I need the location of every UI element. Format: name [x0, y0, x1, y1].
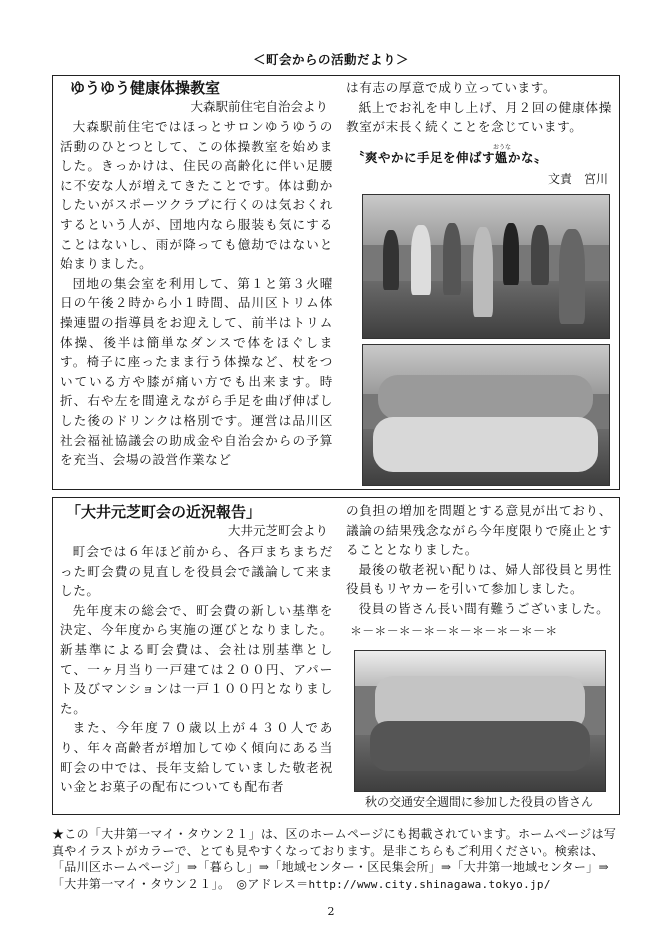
- footer-note: [52, 826, 618, 893]
- article2-paragraph-5: 最後の敬老祝い配りは、婦人部役員と男性役員もリヤカーを引いて参加しました。: [346, 561, 612, 597]
- haiku: 〝爽やかに手足を伸ばす媼かな〟: [352, 150, 548, 165]
- article2-paragraph-4: の負担の増加を問題とする意見が出ており、議論の結果残念ながら今年度限りで廃止とすることとなりました。: [346, 503, 612, 558]
- officers-photo: [354, 650, 606, 792]
- star-divider: ＊－＊－＊－＊－＊－＊－＊－＊－＊: [350, 624, 558, 638]
- article1-paragraph-4: 紙上でお礼を申し上げ、月２回の健康体操教室が末長く続くことを念じています。: [346, 99, 612, 135]
- article2-left-column: [60, 542, 333, 797]
- article2-right-column: [346, 501, 612, 619]
- photo-caption: 秋の交通安全週間に参加した役員の皆さん: [364, 795, 593, 809]
- group-photo: [362, 344, 610, 486]
- haiku-ruby: おうな: [493, 144, 512, 151]
- article1-paragraph-3: は有志の厚意で成り立っています。: [346, 80, 557, 95]
- article2-paragraph-2: 先年度末の総会で、町会費の新しい基準を決定、今年度から実施の運びとなりました。新基準による町会費は、会社は別基準として、一ヶ月当り一戸建ては２００円、アパート及びマンションは一戸１００円となりました。: [60, 602, 333, 716]
- article2-org: 大井元芝町会より: [227, 523, 328, 538]
- author-credit: 文責 宮川: [547, 172, 608, 186]
- footer-text: ★この「大井第一マイ・タウン２１」は、区のホームページにも掲載されています。ホームページは写真やイラストがカラーで、とても見やすくなっております。是非こちらもご利用ください。検索は、「品川区ホームページ」⇒「暮らし」⇒「地域センター・区民集会所」⇒「大井第一地域センター」⇒「大井第一マイ・タウン２１」。 ◎アドレス＝: [52, 827, 617, 891]
- article1-title: ゆうゆう健康体操教室: [70, 79, 221, 97]
- article1-left-column: [60, 117, 333, 470]
- article1-paragraph-2: 団地の集会室を利用して、第１と第３火曜日の午後２時から小１時間、品川区トリム体操連盟の指導員をお迎えして、前半はトリム体操、後半は簡単なダンスで体をほぐします。椅子に座ったまま行う体操など、杖をついている方や膝が痛い方でも出来ます。時折、右や左を間違えながら手足を曲げ伸ばしした後のドリンクは格別です。運営は品川区社会福祉協議会の助成金や自治会からの予算を充当、会場の設営作業など: [60, 275, 333, 468]
- article2-paragraph-1: 町会では６年ほど前から、各戸まちまちだった町会費の見直しを役員会で議論して来ました。: [60, 544, 333, 599]
- page-header: ＜町会からの活動だより＞: [252, 52, 409, 67]
- article2-paragraph-6: 役員の皆さん長い間有難うございました。: [358, 600, 610, 616]
- article2-title: 「大井元芝町会の近況報告」: [66, 503, 262, 521]
- article2-paragraph-3: また、今年度７０歳以上が４３０人であり、年々高齢者が増加してゆく傾向にある当町会の中では、長年支給していました敬老祝い金とお菓子の配布についても配布者: [60, 720, 333, 795]
- page-number: 2: [327, 905, 335, 918]
- website-url[interactable]: http://www.city.shinagawa.tokyo.jp/: [308, 877, 551, 891]
- article1-right-column: [346, 78, 612, 137]
- article1-paragraph-1: 大森駅前住宅ではほっとサロンゆうゆうの活動のひとつとして、この体操教室を始めました。きっかけは、住民の高齢化に伴い足腰に不安な人が増えてきたことです。体は動かしたいがスポーツクラブに行くのは気おくれするという人が、団地内なら服装も気にすることはないし、雨が降っても億劫ではないと始まりました。: [60, 119, 333, 272]
- article1-org: 大森駅前住宅自治会より: [190, 99, 328, 114]
- exercise-class-photo: [362, 194, 610, 339]
